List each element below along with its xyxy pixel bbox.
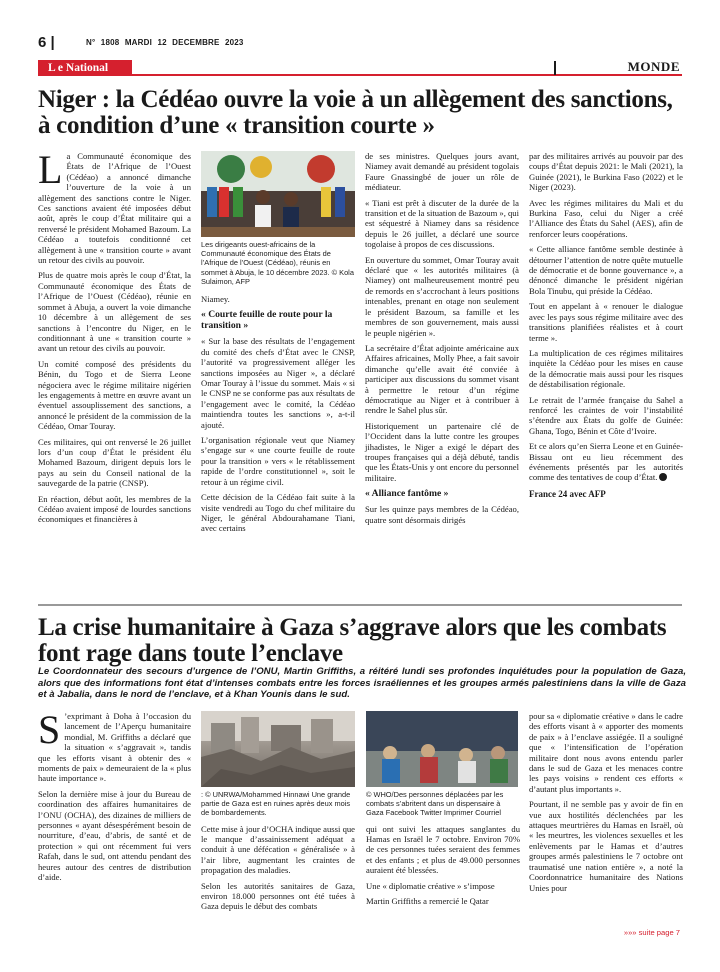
article1-column-4: par des militaires arrivés au pouvoir par des coups d’État depuis 2021: le Mali (2021), la Guinée (2021), le Burkina Faso (2022) et le Niger (2023). Avec les régimes militaires du Mali et du Burkina Faso, celui du Niger a créé l’Alliance des États du Sahel (AES), afin de renforcer leurs coopérations. « Cette alliance fantôme semble destinée à détourner l’attention de notre quête mutuelle de démocratie et de bonne gouvernance », a dénoncé dimanche le président nigérian Bola Tinubu, qui préside la Cédéao. Tout en appelant à « renouer le dialogue avec les pays sous régime militaire avec des transitions planifiées réalistes et à court terme ». La multiplication de ces régimes militaires inquiète la Cédéao pour les mises en cause de la démocratie mais aussi pour les risques de déstabilisation régionale. Le retrait de l’armée française du Sahel a renforcé les craintes de voir l’instabilité s’étendre aux États du golfe de Guinée: Ghana, Togo, Bénin et Côte d’Ivoire. Et ce alors qu’en Sierra Leone et en Guinée-Bissau ont eu lieu récemment des événements présentés par les autorités comme des tentatives de coup d’État. France 24 avec AFP <box>529 151 683 499</box>
article2-column-2: : © UNRWA/Mohammed Hinnawi Une grande partie de Gaza est en ruines après deux mois de bombardements. Cette mise à jour d’OCHA indique aussi que le manque d’assainissement adéquat a conduit à une défécation « généralisée » à l’air libre, augmentant les craintes de propagation des maladies. Selon les autorités sanitaires de Gaza, environ 18.000 personnes ont été tuées à Gaza depuis le début des combats <box>201 790 355 912</box>
header-band <box>38 60 682 76</box>
issue-meta: N° 1808 MARDI 12 DECEMBRE 2023 <box>86 38 244 47</box>
photo-caption: : © UNRWA/Mohammed Hinnawi Une grande partie de Gaza est en ruines après deux mois de bombardements. <box>201 790 351 818</box>
dropcap: S <box>38 707 61 752</box>
article2-standfirst: Le Coordonnateur des secours d’urgence de l’ONU, Martin Griffiths, a réitéré lundi ses profondes inquiétudes pour la population de Gaza, alors que des informations font état d’intenses combats entre les forces israéliennes et les groupes armés palestiniens dans la ville de Gaza et à Jabalia, dans le nord de l’enclave, et à Khan Younis dans le sud. <box>38 666 686 701</box>
subheading: « Courte feuille de route pour la transition » <box>201 309 333 332</box>
header-rule <box>38 74 682 76</box>
continued-link[interactable]: »»» suite page 7 <box>623 928 680 937</box>
article2-column-4: pour sa « diplomatie créative » dans le cadre des efforts visant à « apporter des moments de paix » à l’enclave assiégée. Il a souligné que « l’intensification de l’opération militaire dont nous avons entendu parler dans le sud de Gaza et les menaces contre les pays voisins » rendent ces efforts « d’autant plus importants ». Pourtant, il ne semble pas y avoir de fin en vue aux hostilités déclenchées par les attaques meurtrières du Hamas en Israël, où « les meurtres, les violences sexuelles et les enlèvements par le Hamas et d’autres groupes armés palestiniens le 7 octobre ont traumatisé une nation entière », a noté la Coordonnatrice humanitaire des Nations Unies pour <box>529 711 683 893</box>
article-signature: France 24 avec AFP <box>529 488 606 499</box>
dropcap: L <box>38 147 63 192</box>
article1-column-1: La Communauté économique des États de l’Afrique de l’Ouest (Cédéao) a annoncé dimanche l’ouverture de la voie à un allègement des sanctions contre le Niger. Ces sanctions avaient été imposées début août, après le coup d’État militaire qui a renversé le président Mohamed Bazoum. La Cédéao a toutefois conditionné cet allègement à une « transition courte » avant un retour des civils au pouvoir. Plus de quatre mois après le coup d’État, la Communauté économique des États de l’Afrique de l’Ouest (Cédéao), réunie en sommet à Abuja, a ouvert la voie dimanche 10 décembre à un allègement de ses sanctions à l’encontre du Niger, en le conditionnant à une « transition courte » avant un retour des civils au pouvoir. Un comité composé des présidents du Bénin, du Togo et de Sierra Leone négociera avec le régime militaire nigérien les engagements à mettre en œuvre avant un éventuel assouplissement des sanctions, a annoncé le président de la commission de la Cédéao, Omar Touray. Ces militaires, qui ont renversé le 26 juillet lors d’un coup d’État le président élu Mohamed Bazoum, dirigent depuis lors le pays au sein du Conseil national de la sauvegarde de la patrie (CNSP). En réaction, début août, les membres de la Cédéao avaient imposé de lourdes sanctions économiques et financières à <box>38 147 191 525</box>
brand-label: L e National <box>38 60 132 76</box>
photo-caption: Les dirigeants ouest-africains de la Communauté économique des États de l’Afrique de l’Ouest (Cédéao), réunis en sommet à Abuja, le 10 décembre 2023. © Kola Sulaimon, AFP <box>201 240 354 286</box>
photo-caption: © WHO/Des personnes déplacées par les combats s’abritent dans un dispensaire à Gaza Facebook Twitter Imprimer Courriel <box>366 790 504 818</box>
article1-column-3: de ses ministres. Quelques jours avant, Niamey avait demandé au président togolais Faure Gnassingbé de jouer un rôle de médiateur. « Tiani est prêt à discuter de la durée de la transition et de la situation de Bazoum », qui est séquestré à Niamey dans sa résidence depuis le 26 juillet, a déclaré une source togolaise à propos de ces discussions. En ouverture du sommet, Omar Touray avait déclaré que « les autorités militaires (à Niamey) ont malheureusement montré peu de remords en s’accrochant à leurs positions intenables, prenant en otage non seulement le président Bazoum, sa famille et les membres de son gouvernement, mais aussi le peuple nigérien ». La secrétaire d’État adjointe américaine aux Affaires africaines, Molly Phee, a fait savoir dimanche qu’elle avait été conviée à participer aux discussions du sommet visant à permettre le retour d’un régime démocratique au Niger et à contribuer à rendre le Sahel plus sûr. Historiquement un partenaire clé de l’Occident dans la lutte contre les groupes jihadistes, le Niger a exigé le départ des troupes françaises qui a déjà débuté, tandis que les États-Unis y ont encore du personnel militaire. « Alliance fantôme » Sur les quinze pays membres de la Cédéao, quatre sont désormais dirigés <box>365 151 519 525</box>
article2-title: La crise humanitaire à Gaza s’aggrave alors que les combats font rage dans toute l’enclave <box>38 614 667 667</box>
header-separator <box>554 61 556 75</box>
shelter-photo <box>366 711 518 787</box>
gaza-ruins-photo <box>201 711 355 787</box>
section-label: MONDE <box>627 59 680 74</box>
article-divider <box>38 604 682 606</box>
summit-photo <box>201 151 355 237</box>
article1-title: Niger : la Cédéao ouvre la voie à un allègement des sanctions, à condition d’une « transition courte » <box>38 86 673 139</box>
article1-column-2: Les dirigeants ouest-africains de la Communauté économique des États de l’Afrique de l’Ouest (Cédéao), réunis en sommet à Abuja, le 10 décembre 2023. © Kola Sulaimon, AFP Niamey. « Courte feuille de route pour la transition » « Sur la base des résultats de l’engagement du comité des chefs d’État avec le CNSP, l’autorité va progressivement alléger les sanctions imposées au Niger », a déclaré Omar Touray à l’issue du sommet. Mais « si le CNSP ne se conforme pas aux résultats de l’engagement avec le comité, la Cédéao maintiendra toutes les sanctions », a-t-il ajouté. L’organisation régionale veut que Niamey s’engage sur « une courte feuille de route pour la transition » vers « le rétablissement rapide de l’ordre constitutionnel », soit le retour à un régime civil. Cette décision de la Cédéao fait suite à la visite vendredi au Togo du chef militaire du Niger, le général Abdourahamane Tiani, avec certains <box>201 240 355 534</box>
article2-column-3: © WHO/Des personnes déplacées par les combats s’abritent dans un dispensaire à Gaza Facebook Twitter Imprimer Courriel qui ont suivi les attaques sanglantes du Hamas en Israël le 7 octobre. Environ 70% de ces personnes tuées seraient des femmes et des enfants ; et plus de 49.000 personnes auraient été blessées. Une « diplomatie créative » s’impose Martin Griffiths a remercié le Qatar <box>366 790 520 907</box>
subheading: « Alliance fantôme » <box>365 488 449 500</box>
page-number: 6 | <box>38 34 55 51</box>
article2-column-1: S ’exprimant à Doha à l’occasion du lancement de l’Aperçu humanitaire mondial, M. Griffiths a déclaré que la situation « s’aggravait », tandis que les efforts visant à obtenir des « moments de paix » demeuraient de la « plus haute importance ». Selon la dernière mise à jour du Bureau de coordination des affaires humanitaires de l’ONU (OCHA), des dizaines de milliers de personnes « ayant désespérément besoin de nourriture, d’eau, d’abris, de santé et de protection » qui ont récemment fui vers Rafah, dans le sud, ont attendu pendant des heures autour des centres de distribution d’aide. <box>38 707 191 883</box>
end-mark <box>659 473 667 481</box>
